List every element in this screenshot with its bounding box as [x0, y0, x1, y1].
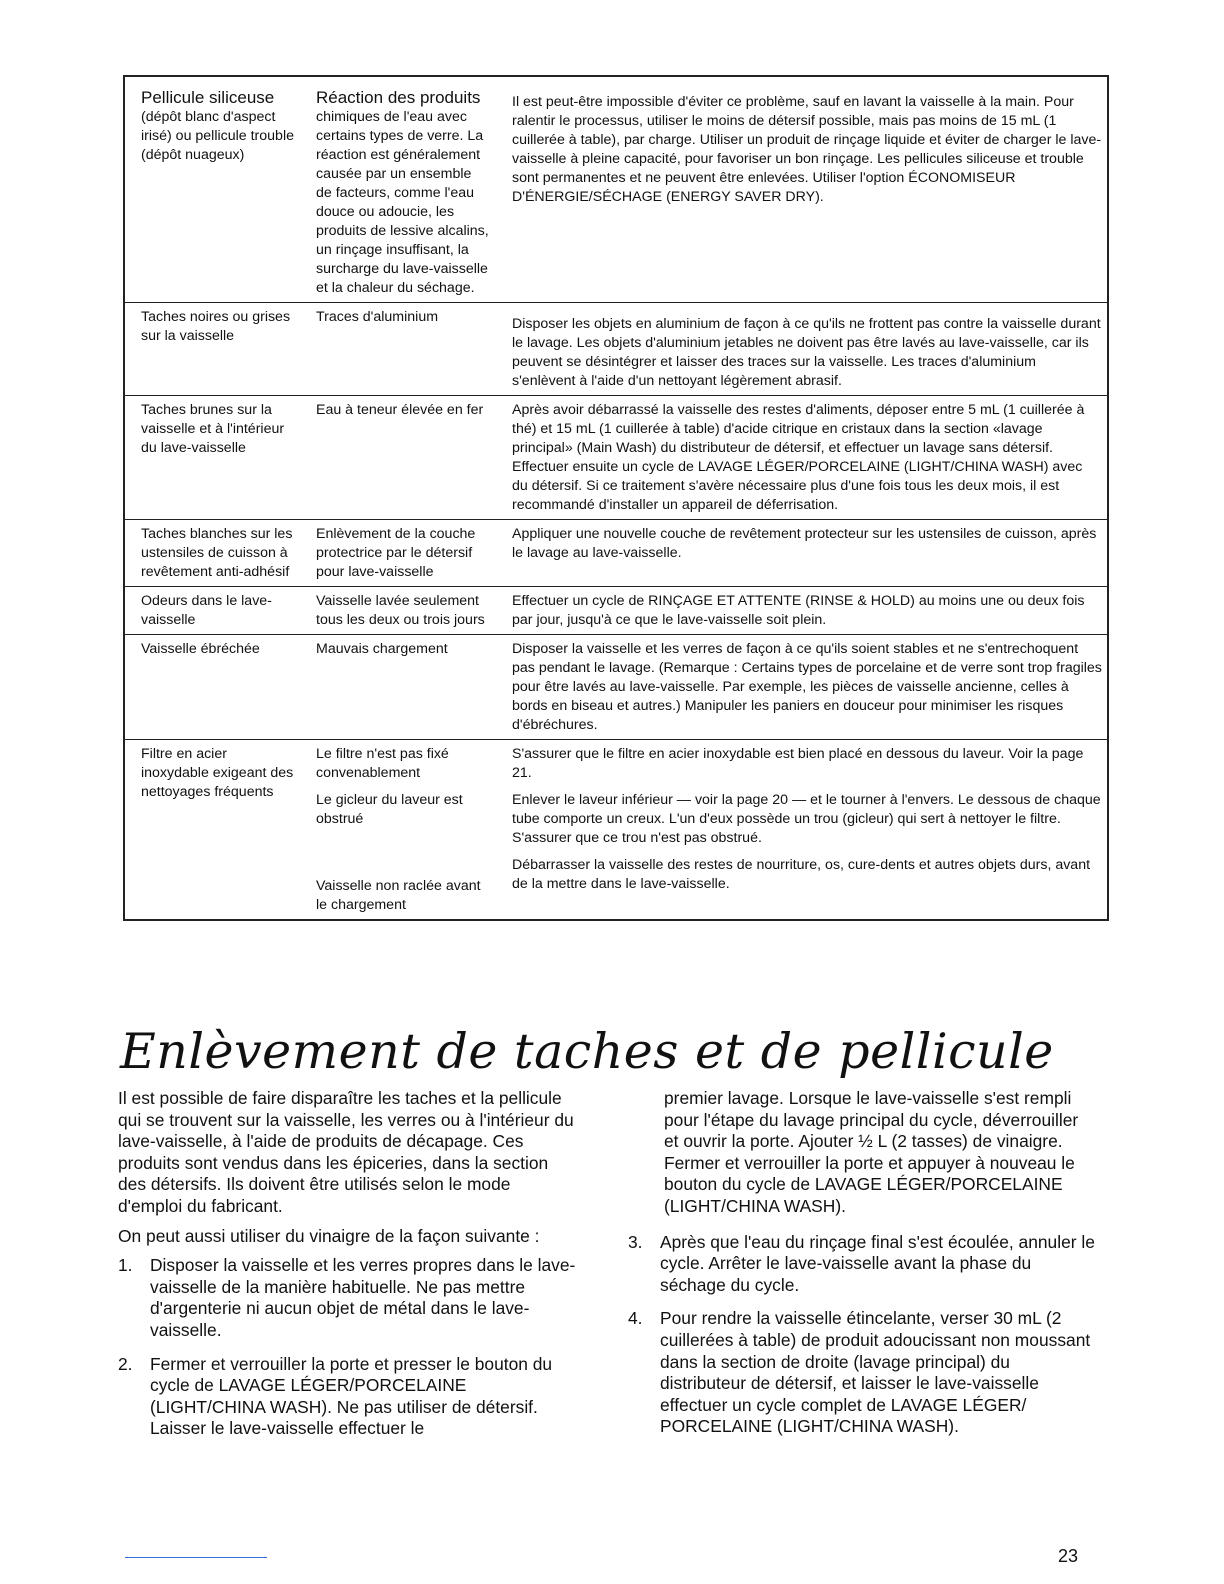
steps-list — [118, 1255, 578, 1440]
solution-cell: Disposer la vaisselle et les verres de façon à ce qu'ils soient stables et ne s'entrechoquent pas pendant le lavage. (Remarque : Certains types de porcelaine et de verre sont trop fragiles pour être lavés au lave-vaisselle. Par exemple, les pièces de vaisselle ancienne, celles à bords en biseau et autres.) Manipuler les paniers en douceur pour minimiser les risques d'ébréchures. — [496, 635, 1108, 740]
solution-text: S'assurer que le filtre en acier inoxydable est bien placé en dessous du laveur. Voir la page 21. — [512, 746, 1084, 781]
solution-cell: Il est peut-être impossible d'éviter ce problème, sauf en lavant la vaisselle à la main. Pour ralentir le processus, utiliser le moins de détersif possible, mais pas moins de 15 mL (1 cuillerée à table), par charge. Utiliser un produit de rinçage liquide et éviter de charger le lave-vaisselle à pleine capacité, pour favoriser un bon rinçage. Les pellicules siliceuse et trouble sont permanentes et ne peuvent être enlevées. Utiliser l'option ÉCONOMISEUR D'ÉNERGIE/SÉCHAGE (ENERGY SAVER DRY). — [512, 94, 1102, 205]
problem-cell: Filtre en acier inoxydable exigeant des nettoyages fréquents — [124, 740, 300, 921]
list-item — [118, 1255, 578, 1341]
cause-cell — [300, 740, 496, 921]
cause-cell: Enlèvement de la couche protectrice par le détersif pour lave-vaisselle — [300, 520, 496, 587]
section-title: Enlèvement de taches et de pellicule — [120, 1023, 1054, 1080]
cause-cell — [300, 76, 496, 303]
cause-text: chimiques de l'eau avec certains types de verre. La réaction est généralement causée par un ensemble de facteurs, comme l'eau douce ou adoucie, les produits de lessive alcalins, un rinçage insuffisant, la surcharge du lave-vaisselle et la chaleur du séchage. — [316, 109, 489, 296]
cause-text: Le gicleur du laveur est obstrué — [316, 792, 463, 827]
intro-paragraph: Il est possible de faire disparaître les taches et la pellicule qui se trouvent sur la vaisselle, les verres ou à l'intérieur du lave-vaisselle, à l'aide de produits de décapage. Ces produits sont vendus dans les épiceries, dans la section des détersifs. Ils doivent être utilisés selon le mode d'emploi du fabricant. — [118, 1088, 574, 1216]
solution-cell: Effectuer un cycle de RINÇAGE ET ATTENTE (RINSE & HOLD) au moins une ou deux fois par jour, jusqu'à ce que le lave-vaisselle soit plein. — [496, 587, 1108, 635]
problem-cell: Taches brunes sur la vaisselle et à l'intérieur du lave-vaisselle — [124, 396, 300, 520]
list-item — [628, 1308, 1096, 1438]
solution-cell: Disposer les objets en aluminium de façon à ce qu'ils ne frottent pas contre la vaisselle durant le lavage. Les objets d'aluminium jetables ne doivent pas être lavés au lave-vaisselle, car ils peuvent se désintégrer et laisser des traces sur la vaisselle. Les traces d'aluminium s'enlèvent à l'aide d'un nettoyant légèrement abrasif. — [496, 303, 1108, 396]
problem-cell: Taches blanches sur les ustensiles de cuisson à revêtement anti-adhésif — [124, 520, 300, 587]
page-number: 23 — [1058, 1546, 1079, 1566]
cause-cell: Vaisselle lavée seulement tous les deux ou trois jours — [300, 587, 496, 635]
right-column — [628, 1088, 1096, 1450]
solution-text: Débarrasser la vaisselle des restes de nourriture, os, cure-dents et autres objets durs, avant de la mettre dans le lave-vaisselle. — [512, 857, 1091, 892]
table-row — [124, 587, 1108, 635]
step-text: Après que l'eau du rinçage final s'est écoulée, annuler le cycle. Arrêter le lave-vaisselle avant la phase du séchage du cycle. — [660, 1231, 1095, 1295]
list-item — [628, 1232, 1096, 1297]
table-row — [124, 396, 1108, 520]
problem-cell: Vaisselle ébréchée — [124, 635, 300, 740]
cause-title: Réaction des produits — [316, 88, 481, 107]
list-item — [118, 1354, 578, 1440]
lead-paragraph: On peut aussi utiliser du vinaigre de la façon suivante : — [118, 1225, 540, 1246]
solution-cell — [496, 740, 1108, 921]
cause-text: Le filtre n'est pas fixé convenablement — [316, 746, 449, 781]
footer-rule — [125, 1557, 267, 1558]
step-continuation: premier lavage. Lorsque le lave-vaisselle s'est rempli pour l'étape du lavage principal du cycle, déverrouiller et ouvrir la porte. Ajouter ½ L (2 tasses) de vinaigre. Fermer et verrouiller la porte et appuyer à nouveau le bouton du cycle de LAVAGE LÉGER/PORCELAINE (LIGHT/CHINA WASH). — [664, 1088, 1079, 1216]
left-column — [118, 1088, 578, 1452]
problem-cell: Taches noires ou grises sur la vaisselle — [124, 303, 300, 396]
solution-text: Enlever le laveur inférieur — voir la page 20 — et le tourner à l'envers. Le dessous de chaque tube comporte un creux. L'un d'eux possède un trou (gicleur) qui sert à nettoyer le filtre. S'assurer que ce trou n'est pas obstrué. — [512, 792, 1101, 846]
step-number: 2. — [118, 1353, 133, 1374]
step-text: Disposer la vaisselle et les verres propres dans le lave-vaisselle de la manière habituelle. Ne pas mettre d'argenterie ni aucun objet de métal dans le lave-vaisselle. — [150, 1255, 576, 1340]
cause-cell: Mauvais chargement — [300, 635, 496, 740]
cause-text: Vaisselle non raclée avant le chargement — [316, 878, 481, 913]
solution-cell: Appliquer une nouvelle couche de revêtement protecteur sur les ustensiles de cuisson, après le lavage au lave-vaisselle. — [496, 520, 1108, 587]
steps-list — [628, 1232, 1096, 1438]
step-text: Fermer et verrouiller la porte et presser le bouton du cycle de LAVAGE LÉGER/PORCELAINE (LIGHT/CHINA WASH). Ne pas utiliser de détersif. Laisser le lave-vaisselle effectuer le — [150, 1353, 553, 1439]
table-row — [124, 635, 1108, 740]
step-number: 1. — [118, 1255, 133, 1276]
table-row — [124, 520, 1108, 587]
troubleshooting-table — [123, 75, 1109, 921]
solution-cell: Après avoir débarrassé la vaisselle des restes d'aliments, déposer entre 5 mL (1 cuillerée à thé) et 15 mL (1 cuillerée à table) d'acide citrique en cristaux dans la section «lavage principal» (Main Wash) du distributeur de détersif, et effectuer un lavage sans détersif. Effectuer ensuite un cycle de LAVAGE LÉGER/PORCELAINE (LIGHT/CHINA WASH) avec du détersif. Si ce traitement s'avère nécessaire plus d'une fois tous les deux mois, il est recommandé d'installer un appareil de déferrisation. — [496, 396, 1108, 520]
table-row — [124, 76, 1108, 303]
problem-text: (dépôt blanc d'aspect irisé) ou pellicule trouble (dépôt nuageux) — [141, 109, 294, 163]
problem-cell: Odeurs dans le lave-vaisselle — [124, 587, 300, 635]
step-text: Pour rendre la vaisselle étincelante, verser 30 mL (2 cuillerées à table) de produit adoucissant non moussant dans la section de droite (lavage principal) du distributeur de détersif, et laisser le lave-vaisselle effectuer un cycle complet de LAVAGE LÉGER/ PORCELAINE (LIGHT/CHINA WASH). — [660, 1308, 1091, 1437]
table-row — [124, 303, 1108, 396]
table-row — [124, 740, 1108, 921]
step-number: 3. — [628, 1231, 643, 1252]
problem-cell — [124, 76, 300, 303]
problem-title: Pellicule siliceuse — [141, 88, 275, 107]
step-number: 4. — [628, 1308, 643, 1329]
cause-cell: Eau à teneur élevée en fer — [300, 396, 496, 520]
cause-cell: Traces d'aluminium — [300, 303, 496, 396]
